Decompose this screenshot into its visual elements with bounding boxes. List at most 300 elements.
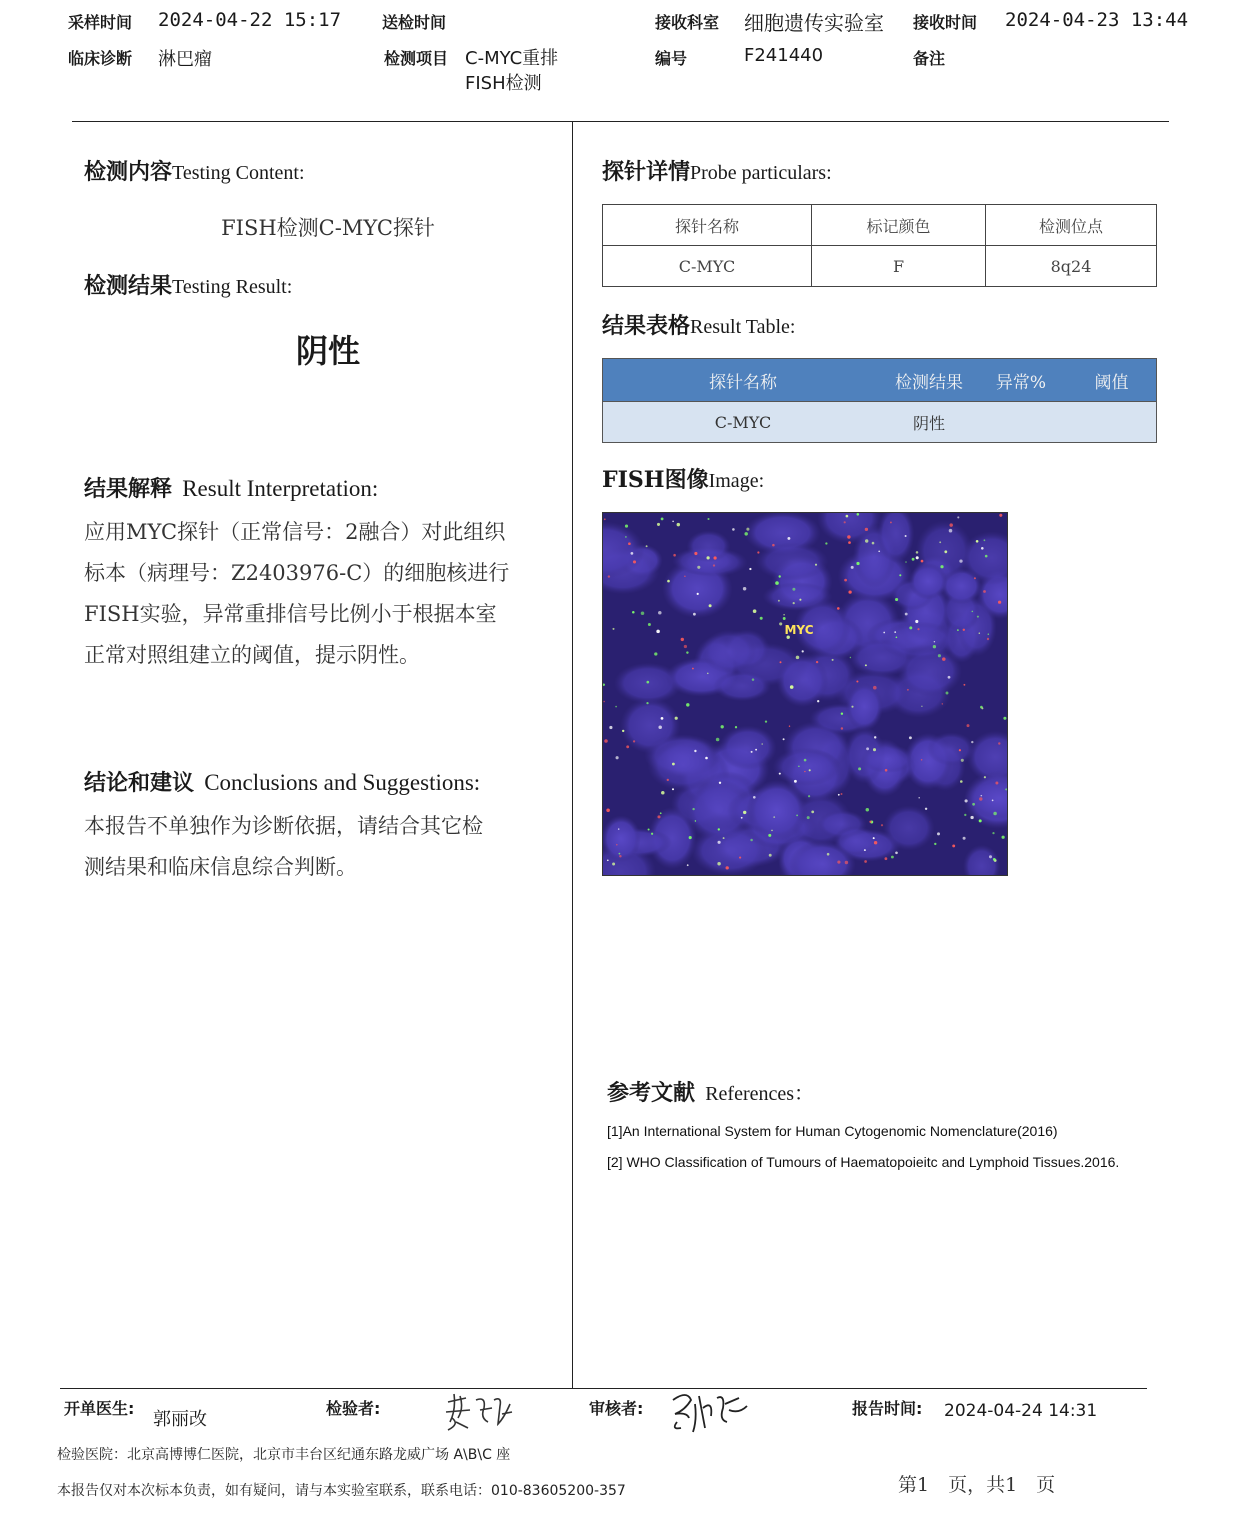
- fish-signal-dot: [646, 702, 648, 704]
- test-item-line1: C-MYC重排: [465, 48, 559, 69]
- testing-content-title-en: Testing Content:: [172, 162, 305, 184]
- fish-signal-dot: [972, 803, 975, 806]
- fish-signal-dot: [773, 816, 775, 818]
- fish-signal-dot: [885, 857, 888, 860]
- result-cell: 阴性: [883, 402, 975, 443]
- fish-nucleus: [719, 726, 777, 770]
- fish-signal-dot: [866, 808, 869, 811]
- fish-image-title-en: Image:: [708, 470, 765, 492]
- conclusions-title-en: Conclusions and Suggestions:: [204, 770, 481, 795]
- diagnosis-label: 临床诊断: [68, 49, 133, 68]
- interpretation-line: 正常对照组建立的阈值，提示阴性。: [84, 643, 420, 667]
- fish-signal-dot: [718, 828, 720, 830]
- fish-signal-dot: [845, 861, 848, 864]
- fish-signal-dot: [607, 859, 609, 861]
- fish-signal-dot: [981, 547, 984, 550]
- fish-signal-dot: [616, 756, 619, 759]
- fish-signal-dot: [864, 860, 867, 863]
- probe-title-en: Probe particulars:: [690, 162, 832, 184]
- fish-signal-dot: [856, 680, 858, 682]
- fish-signal-dot: [692, 808, 694, 810]
- fish-signal-dot: [985, 555, 988, 558]
- fish-signal-dot: [677, 523, 680, 526]
- fish-signal-dot: [615, 706, 617, 708]
- fish-signal-dot: [957, 629, 959, 631]
- testing-result-title-cn: 检测结果: [84, 274, 173, 299]
- fish-micrograph: [603, 513, 1007, 875]
- number: F241440: [744, 45, 824, 66]
- fish-signal-dot: [885, 769, 888, 772]
- fish-signal-dot: [977, 616, 979, 618]
- result-header-cell: 检测结果: [883, 359, 975, 402]
- fish-signal-dot: [959, 559, 962, 562]
- fish-signal-dot: [628, 542, 631, 545]
- fish-nucleus: [603, 815, 641, 862]
- fish-signal-dot: [684, 575, 686, 577]
- reviewer-label: 审核者:: [589, 1399, 644, 1418]
- fish-signal-dot: [960, 780, 963, 783]
- fish-signal-dot: [695, 820, 696, 821]
- fish-signal-dot: [672, 521, 673, 522]
- testing-content-heading: [84, 155, 305, 186]
- fish-signal-dot: [604, 739, 608, 743]
- fish-signal-dot: [827, 853, 830, 856]
- fish-signal-dot: [625, 525, 628, 528]
- fish-signal-dot: [912, 558, 915, 561]
- fish-signal-dot: [905, 535, 907, 537]
- result-cell: C-MYC: [603, 402, 884, 443]
- fish-signal-dot: [963, 629, 965, 631]
- fish-signal-dot: [692, 668, 694, 670]
- fish-signal-dot: [851, 566, 854, 569]
- remark-label: 备注: [913, 49, 946, 68]
- fish-image-title-cn: FISH图像: [602, 467, 709, 493]
- header-divider: [72, 121, 1169, 122]
- reference-2: [2] WHO Classification of Tumours of Haematopoieitc and Lymphoid Tissues.2016.: [607, 1154, 1120, 1170]
- result-table: [602, 358, 1157, 443]
- fish-signal-dot: [755, 749, 757, 751]
- testing-result-value: 阴性: [295, 332, 360, 370]
- fish-signal-dot: [746, 528, 749, 531]
- fish-signal-dot: [684, 645, 687, 648]
- fish-signal-dot: [667, 580, 670, 583]
- fish-signal-dot: [957, 516, 959, 518]
- fish-signal-dot: [744, 532, 747, 535]
- fish-signal-dot: [874, 736, 876, 738]
- fish-nucleus: [648, 740, 720, 792]
- fish-signal-dot: [890, 521, 892, 523]
- fish-signal-dot: [992, 800, 994, 802]
- fish-signal-dot: [864, 849, 866, 851]
- result-table-header: [603, 359, 1157, 402]
- fish-signal-dot: [790, 685, 794, 689]
- fish-signal-dot: [907, 689, 909, 691]
- fish-signal-dot: [949, 529, 953, 533]
- fish-signal-dot: [933, 645, 936, 648]
- fish-signal-dot: [944, 550, 947, 553]
- fish-signal-dot: [984, 539, 986, 541]
- fish-signal-dot: [646, 681, 649, 684]
- fish-signal-dot: [865, 528, 868, 531]
- fish-signal-dot: [998, 601, 1001, 604]
- fish-signal-dot: [984, 776, 986, 778]
- fish-signal-dot: [817, 700, 819, 702]
- fish-signal-dot: [961, 759, 964, 762]
- fish-signal-dot: [619, 855, 621, 857]
- fish-signal-dot: [905, 613, 908, 616]
- fish-signal-dot: [873, 748, 876, 751]
- fish-signal-dot: [761, 743, 763, 745]
- fish-signal-dot: [633, 740, 635, 742]
- fish-signal-dot: [993, 858, 996, 861]
- probe-cell: C-MYC: [603, 246, 812, 287]
- fish-signal-dot: [625, 536, 627, 538]
- result-cell: [1067, 402, 1157, 443]
- conclusions-line: 测结果和临床信息综合判断。: [84, 855, 357, 879]
- interpretation-line: FISH实验，异常重排信号比例小于根据本室: [84, 602, 497, 626]
- probe-header-cell: 检测位点: [986, 205, 1157, 246]
- fish-signal-dot: [672, 763, 675, 766]
- fish-signal-dot: [771, 830, 773, 832]
- fish-signal-dot: [998, 742, 1000, 744]
- fish-signal-dot: [937, 832, 940, 835]
- references-title-cn: 参考文献: [607, 1081, 696, 1106]
- result-table-title-en: Result Table:: [690, 316, 796, 338]
- result-header-cell: 阈值: [1067, 359, 1157, 402]
- fish-signal-dot: [983, 590, 986, 593]
- fish-signal-dot: [999, 514, 1002, 517]
- interpretation-text: [84, 512, 509, 676]
- fish-signal-dot: [964, 814, 966, 816]
- fish-signal-dot: [939, 541, 941, 543]
- probe-cell: F: [812, 246, 986, 287]
- fish-signal-dot: [783, 738, 785, 740]
- fish-signal-dot: [751, 751, 753, 753]
- fish-signal-dot: [976, 540, 979, 543]
- references-title-en: References：: [705, 1083, 815, 1105]
- fish-signal-dot: [846, 515, 849, 518]
- fish-signal-dot: [815, 564, 817, 566]
- fish-signal-dot: [717, 862, 720, 865]
- fish-nucleus: [880, 622, 958, 661]
- fish-signal-dot: [925, 808, 927, 810]
- fish-signal-dot: [778, 600, 780, 602]
- fish-signal-dot: [905, 561, 907, 563]
- receiving-dept-label: 接收科室: [655, 13, 720, 32]
- fish-signal-dot: [779, 773, 781, 775]
- fish-signal-dot: [793, 602, 795, 604]
- fish-signal-dot: [608, 575, 610, 577]
- fish-signal-dot: [948, 676, 951, 679]
- fish-signal-dot: [657, 523, 660, 526]
- fish-signal-dot: [972, 611, 974, 613]
- fish-signal-dot: [848, 541, 851, 544]
- interpretation-line: 标本（病理号：Z2403976-C）的细胞核进行: [84, 561, 510, 585]
- references-heading: [607, 1076, 814, 1107]
- fish-signal-dot: [841, 727, 843, 729]
- fish-signal-dot: [612, 628, 614, 630]
- interpretation-line: 应用MYC探针（正常信号：2融合）对此组织: [84, 520, 506, 544]
- fish-signal-dot: [792, 588, 795, 591]
- fish-signal-dot: [856, 562, 859, 565]
- fish-signal-dot: [981, 707, 983, 709]
- fish-signal-dot: [987, 638, 989, 640]
- fish-signal-dot: [732, 528, 735, 531]
- inspector-label: 检验者:: [326, 1399, 381, 1418]
- fish-image: [602, 512, 1008, 876]
- fish-signal-dot: [873, 686, 877, 690]
- fish-signal-dot: [940, 565, 943, 568]
- submit-time-label: 送检时间: [382, 13, 447, 32]
- fish-signal-dot: [779, 575, 781, 577]
- fish-nucleus: [713, 671, 771, 701]
- interpretation-heading: [84, 472, 378, 503]
- fish-signal-dot: [865, 664, 867, 666]
- report-time-label: 报告时间:: [852, 1399, 923, 1418]
- fish-signal-dot: [847, 535, 850, 538]
- fish-signal-dot: [796, 656, 800, 660]
- result-table-row: [603, 402, 1157, 443]
- fish-nucleus: [846, 683, 883, 731]
- fish-signal-dot: [865, 539, 868, 542]
- fish-signal-dot: [894, 631, 896, 633]
- conclusions-text: [84, 806, 483, 888]
- fish-signal-dot: [603, 701, 605, 703]
- fish-signal-dot: [694, 750, 696, 752]
- fish-signal-dot: [858, 767, 861, 770]
- reviewer-signature: [665, 1386, 755, 1438]
- doctor-name: 郭丽改: [153, 1409, 207, 1430]
- fish-signal-dot: [661, 518, 664, 521]
- fish-signal-dot: [848, 590, 851, 593]
- fish-signal-dot: [631, 552, 634, 555]
- result-table-heading: [602, 309, 795, 340]
- fish-nucleus: [702, 630, 757, 673]
- testing-result-title-en: Testing Result:: [172, 276, 293, 298]
- fish-signal-dot: [622, 730, 624, 732]
- fish-signal-dot: [989, 855, 992, 858]
- fish-signal-dot: [942, 657, 946, 661]
- fish-signal-dot: [726, 866, 729, 869]
- fish-signal-dot: [673, 554, 676, 557]
- fish-signal-dot: [798, 766, 799, 767]
- probe-header-cell: 探针名称: [603, 205, 812, 246]
- fish-signal-dot: [979, 632, 980, 633]
- fish-signal-dot: [938, 654, 941, 657]
- fish-signal-dot: [632, 611, 635, 614]
- fish-signal-dot: [658, 611, 662, 615]
- fish-nucleus: [747, 780, 808, 841]
- fish-signal-dot: [705, 757, 708, 760]
- fish-signal-dot: [909, 626, 912, 629]
- fish-signal-dot: [809, 769, 811, 771]
- fish-signal-dot: [881, 824, 883, 826]
- fish-signal-dot: [921, 706, 922, 707]
- fish-signal-dot: [723, 837, 725, 839]
- fish-signal-dot: [672, 788, 674, 790]
- result-header-cell: 异常%: [975, 359, 1067, 402]
- fish-signal-dot: [970, 816, 973, 819]
- fish-nucleus: [777, 654, 829, 707]
- doctor-label: 开单医生:: [64, 1399, 135, 1418]
- fish-signal-dot: [646, 545, 648, 547]
- fish-nucleus: [756, 543, 829, 581]
- receive-time: 2024-04-23 13:44: [1005, 9, 1189, 31]
- fish-signal-dot: [749, 568, 751, 570]
- fish-signal-dot: [654, 652, 657, 655]
- fish-signal-dot: [965, 799, 968, 802]
- probe-particulars-heading: [602, 155, 832, 186]
- interpretation-title-en: Result Interpretation:: [182, 476, 379, 501]
- fish-nucleus: [927, 732, 975, 765]
- probe-title-cn: 探针详情: [602, 160, 691, 185]
- testing-result-heading: [84, 269, 292, 300]
- fish-signal-dot: [992, 832, 994, 834]
- fish-signal-dot: [765, 720, 767, 722]
- fish-signal-dot: [757, 551, 759, 553]
- fish-signal-dot: [857, 513, 860, 516]
- fish-signal-dot: [657, 815, 660, 818]
- fish-signal-dot: [1002, 836, 1005, 839]
- fish-signal-dot: [873, 837, 875, 839]
- fish-signal-dot: [687, 864, 689, 866]
- testing-content-title-cn: 检测内容: [84, 160, 173, 185]
- fish-signal-dot: [656, 630, 660, 634]
- sampling-time: 2024-04-22 15:17: [158, 9, 342, 31]
- fish-signal-dot: [995, 782, 998, 785]
- fish-signal-dot: [618, 828, 619, 829]
- fish-signal-dot: [739, 857, 741, 859]
- fish-signal-dot: [909, 736, 912, 739]
- fish-signal-dot: [716, 738, 720, 742]
- fish-signal-dot: [707, 673, 708, 674]
- fish-signal-dot: [760, 617, 763, 620]
- fish-signal-dot: [661, 791, 665, 795]
- reference-1: [1]An International System for Human Cytogenomic Nomenclature(2016): [607, 1123, 1058, 1139]
- fish-signal-dot: [707, 518, 709, 520]
- inspector-signature: [440, 1388, 520, 1438]
- test-item-label: 检测项目: [384, 49, 449, 68]
- fish-nucleus: [773, 748, 841, 786]
- fish-signal-dot: [837, 607, 840, 610]
- fish-signal-dot: [988, 633, 989, 634]
- fish-signal-dot: [612, 863, 615, 866]
- fish-signal-dot: [949, 523, 952, 526]
- footer-divider: [60, 1388, 1147, 1389]
- fish-signal-dot: [811, 811, 814, 814]
- fish-signal-dot: [934, 843, 936, 845]
- fish-signal-dot: [917, 628, 919, 630]
- page-number: 第1 页，共1 页: [898, 1474, 1056, 1496]
- fish-signal-dot: [878, 550, 880, 552]
- report-time: 2024-04-24 14:31: [944, 1401, 1098, 1421]
- fish-signal-dot: [874, 841, 877, 844]
- fish-nucleus: [909, 563, 948, 599]
- fish-signal-dot: [916, 556, 919, 559]
- fish-signal-dot: [963, 684, 965, 686]
- fish-signal-dot: [675, 717, 678, 720]
- fish-signal-dot: [633, 560, 636, 563]
- fish-signal-dot: [648, 623, 651, 626]
- fish-signal-dot: [713, 564, 715, 566]
- fish-signal-dot: [934, 641, 935, 642]
- fish-signal-dot: [787, 537, 790, 540]
- fish-signal-dot: [706, 556, 709, 559]
- fish-signal-dot: [626, 745, 629, 748]
- fish-signal-dot: [743, 811, 746, 814]
- conclusions-line: 本报告不单独作为诊断依据，请结合其它检: [84, 814, 483, 838]
- fish-signal-dot: [895, 598, 898, 601]
- fish-signal-dot: [883, 632, 885, 634]
- fish-signal-dot: [832, 659, 834, 661]
- fish-signal-dot: [743, 587, 746, 590]
- fish-signal-dot: [918, 797, 920, 799]
- fish-nucleus: [834, 826, 878, 856]
- fish-signal-dot: [651, 833, 653, 835]
- fish-signal-dot: [606, 809, 610, 813]
- fish-image-heading: [602, 463, 764, 494]
- receiving-dept: 细胞遗传实验室: [744, 11, 884, 35]
- result-cell: [975, 402, 1067, 443]
- test-item-line2: FISH检测: [465, 73, 542, 94]
- fish-signal-dot: [697, 593, 699, 595]
- hospital-info: 检验医院：北京高博博仁医院，北京市丰台区纪通东路龙威广场 A\B\C 座: [57, 1447, 511, 1463]
- fish-signal-dot: [844, 579, 847, 582]
- fish-signal-dot: [808, 795, 810, 797]
- diagnosis: 淋巴瘤: [158, 49, 212, 70]
- probe-table-row: [603, 246, 1157, 287]
- result-header-cell: 探针名称: [603, 359, 884, 402]
- fish-signal-dot: [709, 604, 712, 607]
- fish-signal-dot: [899, 574, 901, 576]
- testing-content-value: FISH检测C-MYC探针: [221, 216, 435, 240]
- fish-signal-dot: [661, 717, 664, 720]
- fish-signal-dot: [604, 518, 606, 520]
- fish-signal-dot: [993, 812, 997, 816]
- fish-signal-dot: [741, 817, 743, 819]
- fish-signal-dot: [838, 794, 840, 796]
- probe-header-cell: 标记颜色: [812, 205, 986, 246]
- fish-signal-dot: [895, 851, 898, 854]
- fish-signal-dot: [694, 552, 697, 555]
- fish-signal-dot: [896, 636, 898, 638]
- fish-signal-dot: [721, 725, 724, 728]
- fish-signal-dot: [866, 747, 869, 750]
- fish-signal-dot: [693, 613, 696, 616]
- fish-signal-dot: [841, 793, 843, 795]
- fish-probe-label: MYC: [784, 623, 814, 637]
- fish-signal-dot: [718, 841, 721, 844]
- fish-signal-dot: [681, 638, 684, 641]
- fish-signal-dot: [921, 560, 924, 563]
- fish-signal-dot: [769, 854, 772, 857]
- fish-signal-dot: [752, 678, 755, 681]
- fish-signal-dot: [799, 599, 801, 601]
- fish-signal-dot: [981, 795, 983, 797]
- fish-signal-dot: [802, 650, 804, 652]
- fish-signal-dot: [915, 620, 918, 623]
- fish-signal-dot: [959, 749, 961, 751]
- fish-signal-dot: [946, 692, 949, 695]
- conclusions-title-cn: 结论和建议: [84, 771, 195, 796]
- probe-cell: 8q24: [986, 246, 1157, 287]
- fish-signal-dot: [816, 661, 818, 663]
- fish-signal-dot: [768, 834, 771, 837]
- fish-signal-dot: [619, 853, 621, 855]
- fish-signal-dot: [967, 724, 970, 727]
- fish-signal-dot: [952, 844, 955, 847]
- fish-signal-dot: [779, 622, 782, 625]
